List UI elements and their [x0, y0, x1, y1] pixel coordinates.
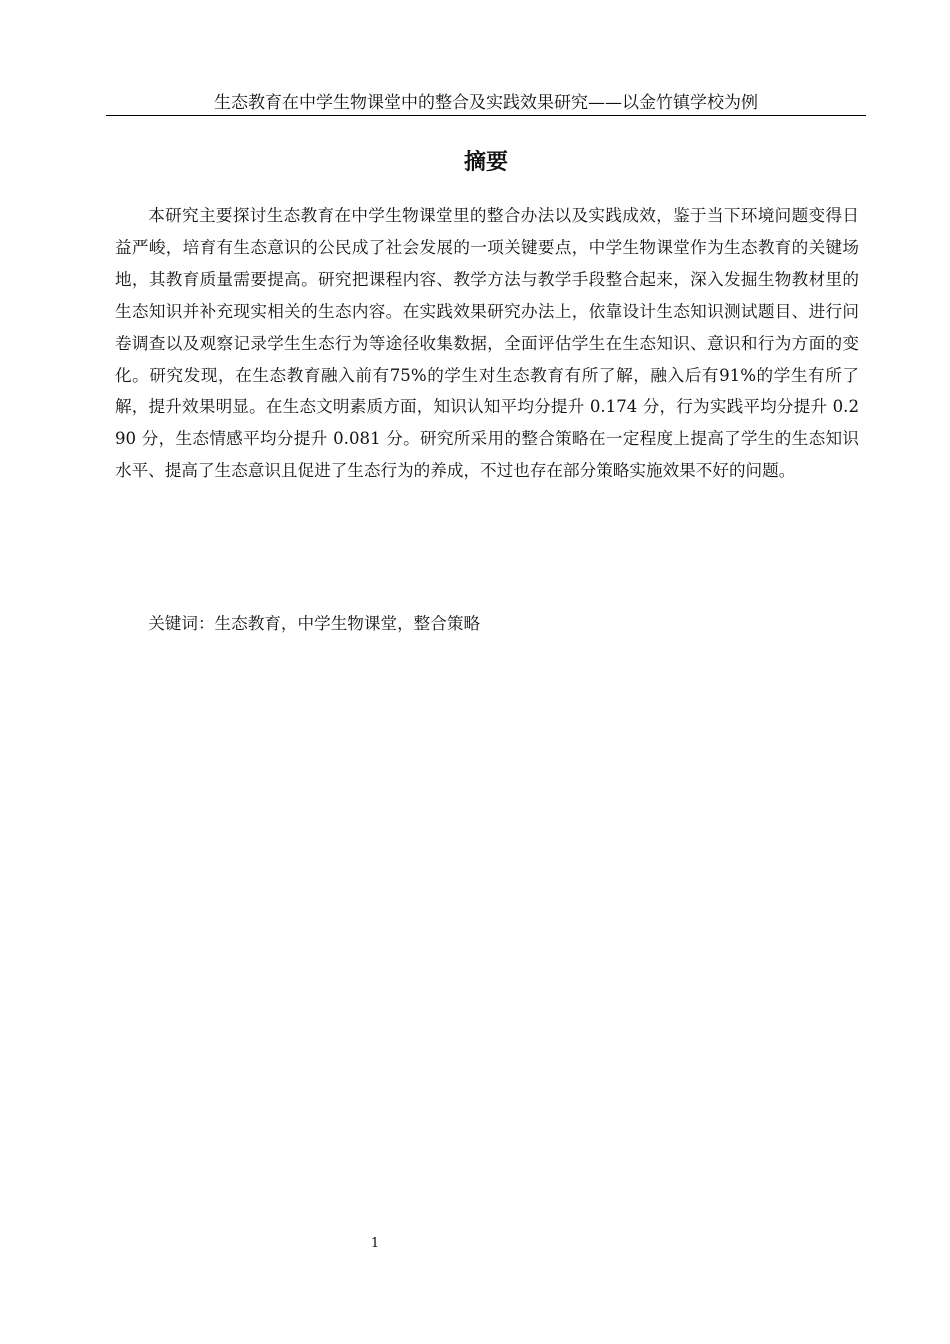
header-divider — [106, 115, 866, 116]
abstract-body: 本研究主要探讨生态教育在中学生物课堂里的整合办法以及实践成效，鉴于当下环境问题变得日益严峻，培育有生态意识的公民成了社会发展的一项关键要点，中学生物课堂作为生态教育的关键场地，其教育质量需要提高。研究把课程内容、教学方法与教学手段整合起来，深入发掘生物教材里的生态知识并补充现实相关的生态内容。在实践效果研究办法上，依靠设计生态知识测试题目、进行问卷调查以及观察记录学生生态行为等途径收集数据，全面评估学生在生态知识、意识和行为方面的变化。研究发现，在生态教育融入前有75%的学生对生态教育有所了解，融入后有91%的学生有所了解，提升效果明显。在生态文明素质方面，知识认知平均分提升 0.174 分，行为实践平均分提升 0.290 分，生态情感平均分提升 0.081 分。研究所采用的整合策略在一定程度上提高了学生的生态知识水平、提高了生态意识且促进了生态行为的养成，不过也存在部分策略实施效果不好的问题。 — [115, 206, 859, 481]
abstract-title: 摘要 — [463, 150, 508, 175]
page-number: 1 — [370, 1236, 380, 1251]
keywords-line: 关键词：生态教育，中学生物课堂，整合策略 — [148, 614, 481, 633]
running-header: 生态教育在中学生物课堂中的整合及实践效果研究——以金竹镇学校为例 — [214, 93, 758, 113]
